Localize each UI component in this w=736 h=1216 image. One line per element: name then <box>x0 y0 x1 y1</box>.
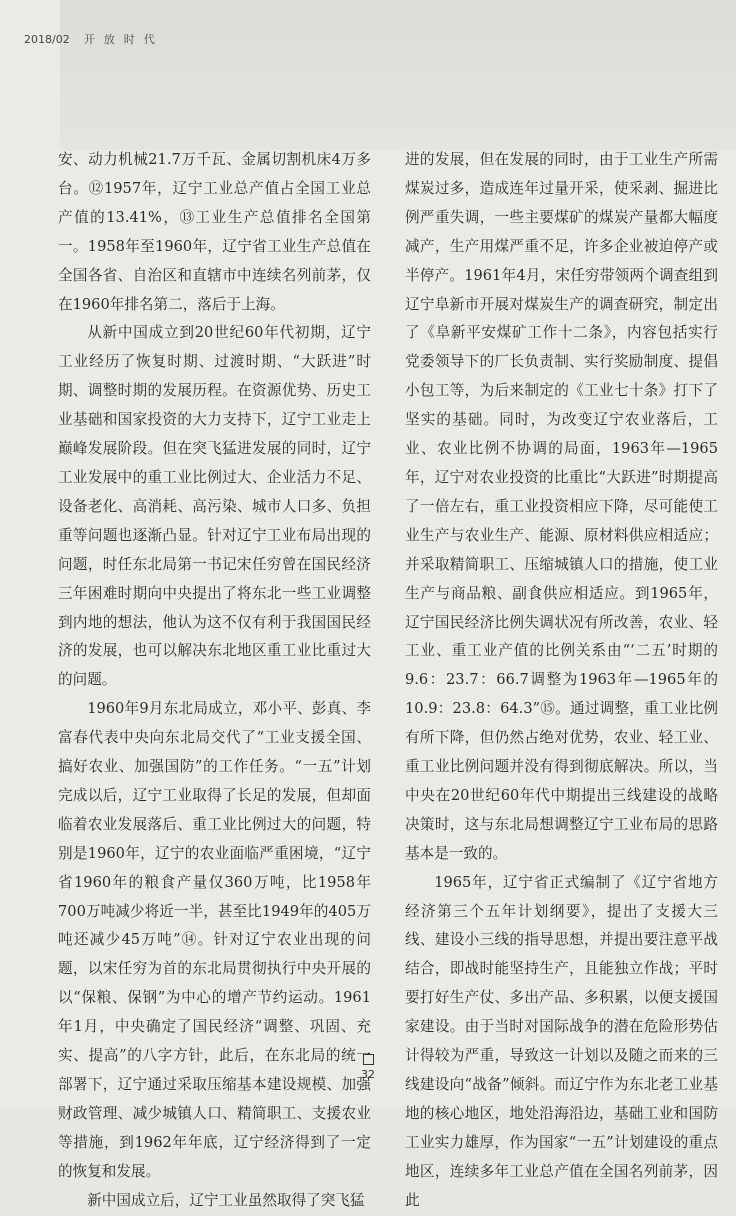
paragraph: 新中国成立后，辽宁工业虽然取得了突飞猛 <box>87 1191 365 1209</box>
running-header <box>24 30 164 48</box>
bleed-through-band <box>60 0 736 150</box>
paragraph: 安、动力机械21.7万千瓦、金属切割机床4万多台。⑫1957年，辽宁工业总产值占全国工业总产值的13.41%，⑬工业生产总值排名全国第一。1958年至1960年，辽宁省工业生产总值在全国各省、自治区和直辖市中连续名列前茅，仅在1960年排名第二，落后于上海。 <box>58 151 371 313</box>
paragraph: 从新中国成立到20世纪60年代初期，辽宁工业经历了恢复时期、过渡时期、“大跃进”时期、调整时期的发展历程。在资源优势、历史工业基础和国家投资的大力支持下，辽宁工业走上巅峰发展阶段。但在突飞猛进发展的同时，辽宁工业发展中的重工业比例过大、企业活力不足、设备老化、高消耗、高污染、城市人口多、负担重等问题也逐渐凸显。针对辽宁工业布局出现的问题，时任东北局第一书记宋任穷曾在国民经济三年困难时期向中央提出了将东北一些工业调整到内地的想法，他认为这不仅有利于我国国民经济的发展，也可以解决东北地区重工业比重过大的问题。 <box>58 324 371 689</box>
magazine-title: 开放时代 <box>83 33 164 46</box>
page-number: 32 <box>361 1068 375 1081</box>
page-footer <box>0 1054 736 1081</box>
right-column <box>405 146 718 1209</box>
paragraph: 进的发展，但在发展的同时，由于工业生产所需煤炭过多，造成连年过量开采，使采剥、掘进比例严重失调，一些主要煤矿的煤炭产量都大幅度减产，生产用煤严重不足，许多企业被迫停产或半停产。1961年4月，宋任穷带领两个调查组到辽宁阜新市开展对煤炭生产的调查研究，制定出了《阜新平安煤矿工作十二条》，内容包括实行党委领导下的厂长负责制、实行奖励制度、提倡小包工等，为后来制定的《工业七十条》打下了坚实的基础。同时，为改变辽宁农业落后，工业、农业比例不协调的局面，1963年—1965年，辽宁对农业投资的比重比“大跃进”时期提高了一倍左右，重工业投资相应下降，尽可能使工业生产与农业生产、能源、原材料供应相适应；并采取精简职工、压缩城镇人口的措施，使工业生产与商品粮、副食供应相适应。到1965年，辽宁国民经济比例失调状况有所改善，农业、轻工业、重工业产值的比例关系由“‘二五’时期的9.6：23.7：66.7调整为1963年—1965年的10.9：23.8：64.3”⑮。通过调整，重工业比例有所下降，但仍然占绝对优势，农业、轻工业、重工业比例问题并没有得到彻底解决。所以，当中央在20世纪60年代中期提出三线建设的战略决策时，这与东北局想调整辽宁工业布局的思路基本是一致的。 <box>405 151 718 862</box>
issue-label: 2018/02 <box>24 32 70 46</box>
footer-box-icon <box>363 1054 374 1065</box>
paragraph: 1965年，辽宁省正式编制了《辽宁省地方经济第三个五年计划纲要》，提出了支援大三线、建设小三线的指导思想，并提出要注意平战结合，即战时能坚持生产，且能独立作战；平时要打好生产仗、多出产品、多积累，以便支援国家建设。由于当时对国际战争的潜在危险形势估计得较为严重，导致这一计划以及随之而来的三线建设向“战备”倾斜。而辽宁作为东北老工业基地的核心地区，地处沿海沿边，基础工业和国防工业实力雄厚，作为国家“一五”计划建设的重点地区，连续多年工业总产值在全国名列前茅，因此 <box>405 873 718 1209</box>
paragraph: 1960年9月东北局成立，邓小平、彭真、李富春代表中央向东北局交代了“工业支援全国、搞好农业、加强国防”的工作任务。“一五”计划完成以后，辽宁工业取得了长足的发展，但却面临着农业发展落后、重工业比例过大的问题，特别是1960年，辽宁的农业面临严重困境，“辽宁省1960年的粮食产量仅360万吨，比1958年700万吨减少将近一半，甚至比1949年的405万吨还减少45万吨”⑭。针对辽宁农业出现的问题，以宋任穷为首的东北局贯彻执行中央开展的以“保粮、保钢”为中心的增产节约运动。1961年1月，中央确定了国民经济“调整、巩固、充实、提高”的八字方针，此后，在东北局的统一部署下，辽宁通过采取压缩基本建设规模、加强财政管理、减少城镇人口、精简职工、支援农业等措施，到1962年年底，辽宁经济得到了一定的恢复和发展。 <box>58 700 371 1180</box>
